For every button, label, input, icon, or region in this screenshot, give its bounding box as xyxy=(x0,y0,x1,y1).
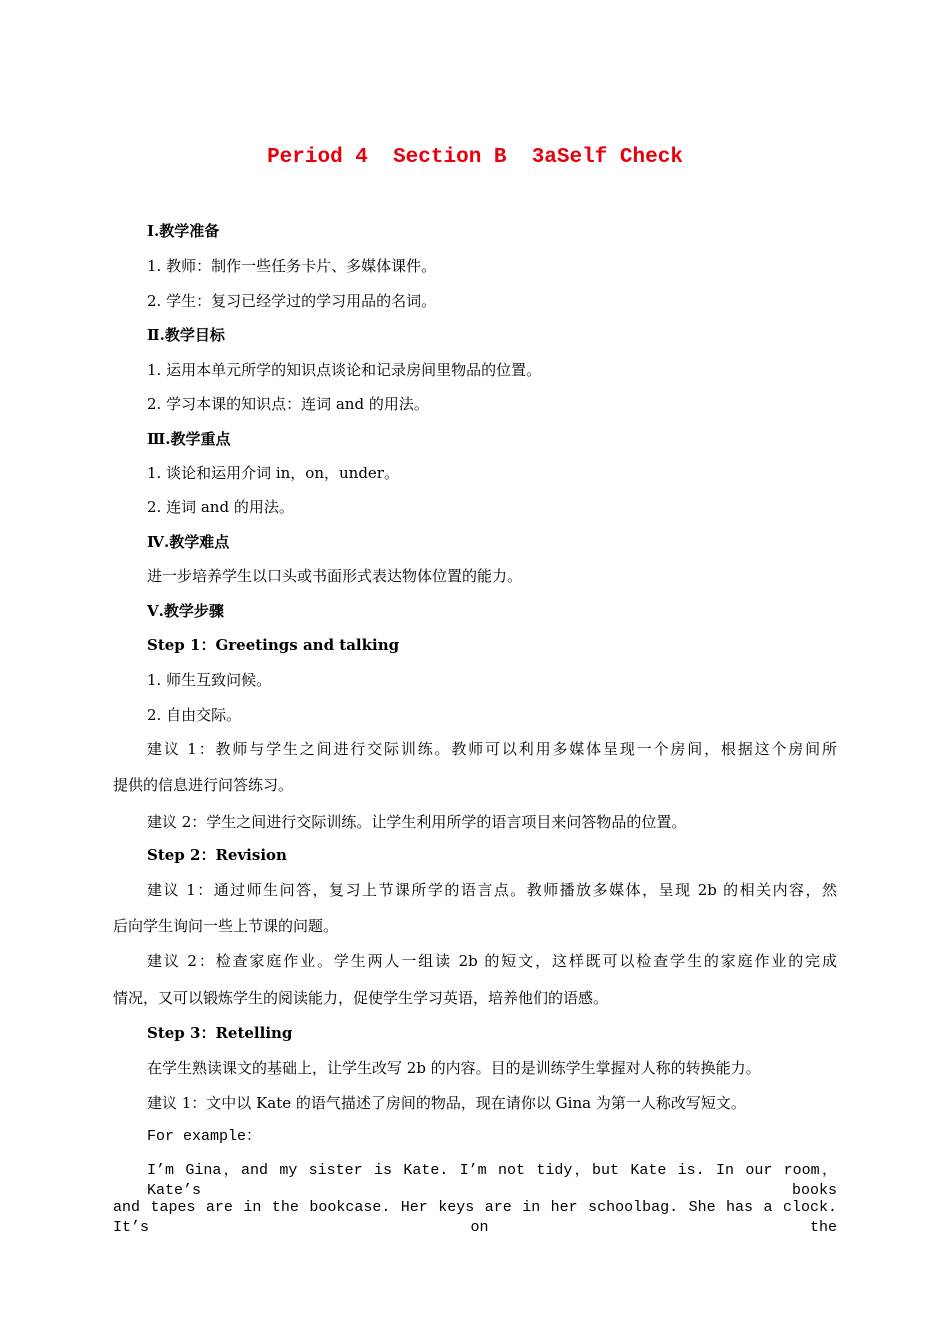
text-line: 建议 1：文中以 Kate 的语气描述了房间的物品，现在请你以 Gina 为第一人称改写短文。 xyxy=(147,1094,746,1112)
text-line: 建议 2：学生之间进行交际训练。让学生利用所学的语言项目来问答物品的位置。 xyxy=(147,813,687,831)
text-line: 2. 学习本课的知识点：连词 and 的用法。 xyxy=(147,395,429,413)
example-line: I’m Gina，and my sister is Kate. I’m not tidy，but Kate is. In our room，Kate’s books xyxy=(147,1162,837,1199)
text-line: 进一步培养学生以口头或书面形式表达物体位置的能力。 xyxy=(147,567,523,585)
paragraph-line: 建议 1：教师与学生之间进行交际训练。教师可以利用多媒体呈现一个房间，根据这个房间所 xyxy=(147,740,837,758)
paragraph-line: 建议 1：通过师生问答，复习上节课所学的语言点。教师播放多媒体，呈现 2b 的相关内容，然 xyxy=(147,881,837,899)
example-label: For example： xyxy=(147,1128,262,1145)
step-2-heading: Step 2：Revision xyxy=(147,846,287,864)
heading-steps: Ⅴ.教学步骤 xyxy=(147,602,224,620)
paragraph-line: 后向学生询问一些上节课的问题。 xyxy=(113,917,339,935)
text-line: 2. 自由交际。 xyxy=(147,706,242,724)
text-line: 2. 连词 and 的用法。 xyxy=(147,498,294,516)
text-line: 1. 运用本单元所学的知识点谈论和记录房间里物品的位置。 xyxy=(147,361,542,379)
heading-goals: Ⅱ.教学目标 xyxy=(147,326,225,344)
text-line: 在学生熟读课文的基础上，让学生改写 2b 的内容。目的是训练学生掌握对人称的转换能力。 xyxy=(147,1059,761,1077)
heading-preparation: Ⅰ.教学准备 xyxy=(147,222,220,240)
step-3-heading: Step 3：Retelling xyxy=(147,1024,293,1042)
heading-difficulties: Ⅳ.教学难点 xyxy=(147,533,230,551)
example-line: and tapes are in the bookcase. Her keys are in her schoolbag. She has a clock. It’s on the xyxy=(113,1199,837,1236)
text-line: 1. 师生互致问候。 xyxy=(147,671,272,689)
page-title: Period 4 Section B 3aSelf Check xyxy=(267,146,683,169)
paragraph-line: 提供的信息进行问答练习。 xyxy=(113,776,294,794)
step-1-heading: Step 1：Greetings and talking xyxy=(147,636,400,654)
paragraph-line: 建议 2：检查家庭作业。学生两人一组读 2b 的短文，这样既可以检查学生的家庭作业的完成 xyxy=(147,952,837,970)
paragraph-line: 情况，又可以锻炼学生的阅读能力，促使学生学习英语，培养他们的语感。 xyxy=(113,989,609,1007)
text-line: 1. 教师：制作一些任务卡片、多媒体课件。 xyxy=(147,257,437,275)
text-line: 1. 谈论和运用介词 in，on，under。 xyxy=(147,464,399,482)
text-line: 2. 学生：复习已经学过的学习用品的名词。 xyxy=(147,292,437,310)
heading-key-points: Ⅲ.教学重点 xyxy=(147,430,231,448)
